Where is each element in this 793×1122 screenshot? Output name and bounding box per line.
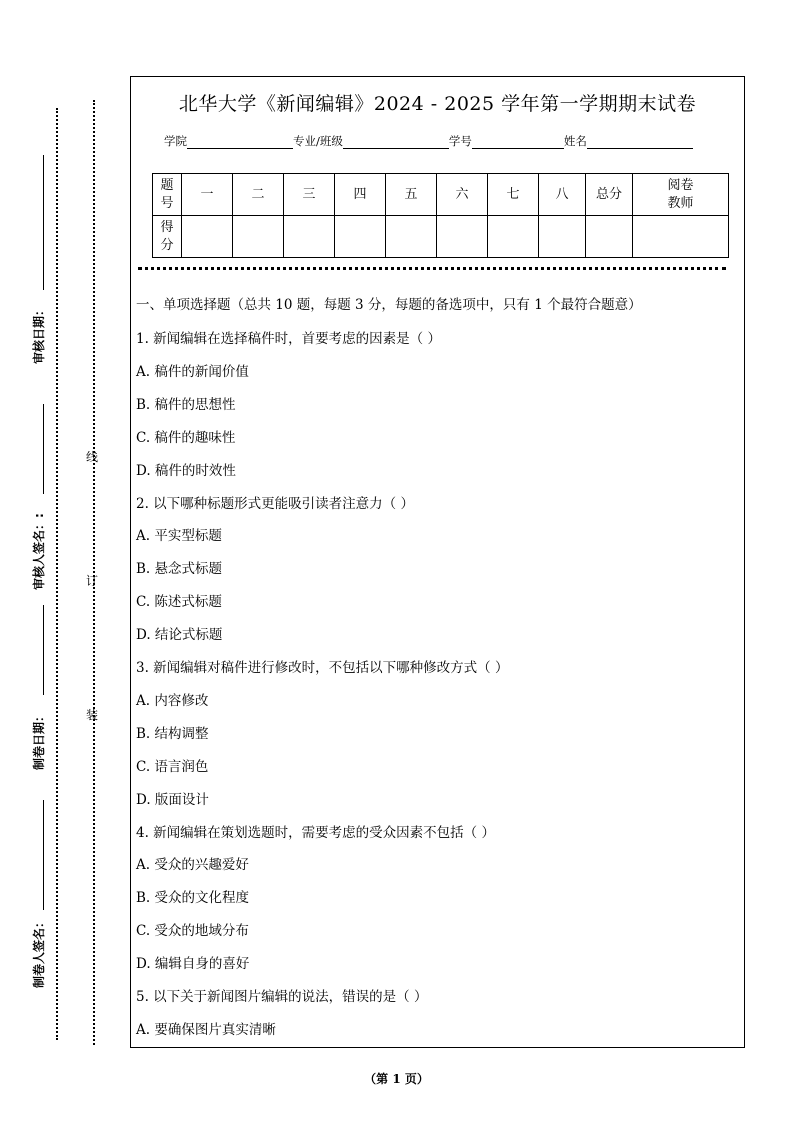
score-col-4: 四	[335, 174, 386, 216]
answer-option: C. 语言润色	[136, 758, 209, 775]
answer-option: C. 稿件的趣味性	[136, 429, 236, 446]
score-cell-total[interactable]	[586, 216, 633, 258]
question-text: 2. 以下哪种标题形式更能吸引读者注意力（ ）	[136, 495, 414, 512]
answer-option: D. 版面设计	[136, 791, 209, 808]
maker-date-underline	[43, 605, 44, 695]
reviewer-signature-label: 审核人签名：:	[32, 513, 46, 590]
score-cell[interactable]	[182, 216, 233, 258]
question-text: 3. 新闻编辑对稿件进行修改时，不包括以下哪种修改方式（ ）	[136, 660, 509, 676]
score-cell[interactable]	[335, 216, 386, 258]
score-cell-reviewer[interactable]	[633, 216, 729, 258]
answer-option: A. 受众的兴趣爱好	[136, 857, 249, 874]
separator-dotted-line	[138, 267, 726, 270]
score-col-reviewer: 阅卷 教师	[633, 174, 729, 216]
binding-line-mark: 线	[86, 450, 99, 464]
score-col-8: 八	[539, 174, 586, 216]
answer-option: A. 要确保图片真实清晰	[136, 1021, 276, 1038]
major-field[interactable]	[343, 134, 449, 149]
question-text: 4. 新闻编辑在策划选题时，需要考虑的受众因素不包括（ ）	[136, 824, 495, 841]
score-cell[interactable]	[284, 216, 335, 258]
score-cell[interactable]	[539, 216, 586, 258]
reviewer-signature-underline	[43, 404, 44, 494]
maker-signature-underline	[43, 800, 44, 910]
answer-option: B. 稿件的思想性	[136, 396, 236, 413]
exam-title: 北华大学《新闻编辑》2024 - 2025 学年第一学期期末试卷	[178, 93, 697, 115]
binding-bind-mark: 装	[86, 708, 99, 722]
question-text: 1. 新闻编辑在选择稿件时，首要考虑的因素是（ ）	[136, 331, 441, 347]
score-cell[interactable]	[488, 216, 539, 258]
answer-option: D. 编辑自身的喜好	[136, 956, 250, 973]
score-col-1: 一	[182, 174, 233, 216]
college-label: 学院	[164, 134, 187, 148]
student-info-row	[164, 133, 693, 149]
score-cell[interactable]	[437, 216, 488, 258]
score-col-5: 五	[386, 174, 437, 216]
score-cell[interactable]	[386, 216, 437, 258]
major-label: 专业/班级	[293, 134, 343, 148]
answer-option: D. 结论式标题	[136, 627, 223, 644]
name-label: 姓名	[563, 134, 587, 148]
answer-option: C. 陈述式标题	[136, 594, 222, 611]
score-col-7: 七	[488, 174, 539, 216]
answer-option: B. 悬念式标题	[136, 561, 223, 578]
answer-option: B. 受众的文化程度	[136, 890, 250, 907]
margin-dotted-line-outer	[56, 108, 58, 1040]
score-table	[152, 173, 729, 258]
answer-option: A. 平实型标题	[136, 528, 222, 545]
review-date-underline	[43, 155, 44, 290]
student-id-label: 学号	[448, 134, 472, 148]
answer-option: D. 稿件的时效性	[136, 462, 236, 479]
name-field[interactable]	[587, 134, 693, 149]
binding-order-mark: 订	[86, 574, 99, 588]
student-id-field[interactable]	[472, 134, 564, 149]
question-text: 5. 以下关于新闻图片编辑的说法，错误的是（ ）	[136, 989, 428, 1005]
score-col-6: 六	[437, 174, 488, 216]
score-table-row2-label: 得 分	[153, 216, 182, 258]
answer-option: B. 结构调整	[136, 725, 209, 742]
maker-date-label: 制卷日期：	[32, 709, 46, 770]
section-heading: 一、单项选择题（总共 10 题，每题 3 分，每题的备选项中，只有 1 个最符合题意）	[136, 297, 642, 313]
score-col-2: 二	[233, 174, 284, 216]
exam-frame	[130, 76, 745, 1048]
page-number: （第 1 页）	[364, 1072, 429, 1086]
answer-option: A. 内容修改	[136, 692, 209, 709]
score-cell[interactable]	[233, 216, 284, 258]
score-table-row1-label: 题 号	[153, 174, 182, 216]
score-col-3: 三	[284, 174, 335, 216]
college-field[interactable]	[187, 134, 293, 149]
score-col-total: 总分	[586, 174, 633, 216]
maker-signature-label: 制卷人签名：	[32, 915, 46, 988]
answer-option: A. 稿件的新闻价值	[136, 363, 249, 380]
answer-option: C. 受众的地域分布	[136, 923, 249, 940]
review-date-label: 审核日期：	[32, 303, 46, 364]
